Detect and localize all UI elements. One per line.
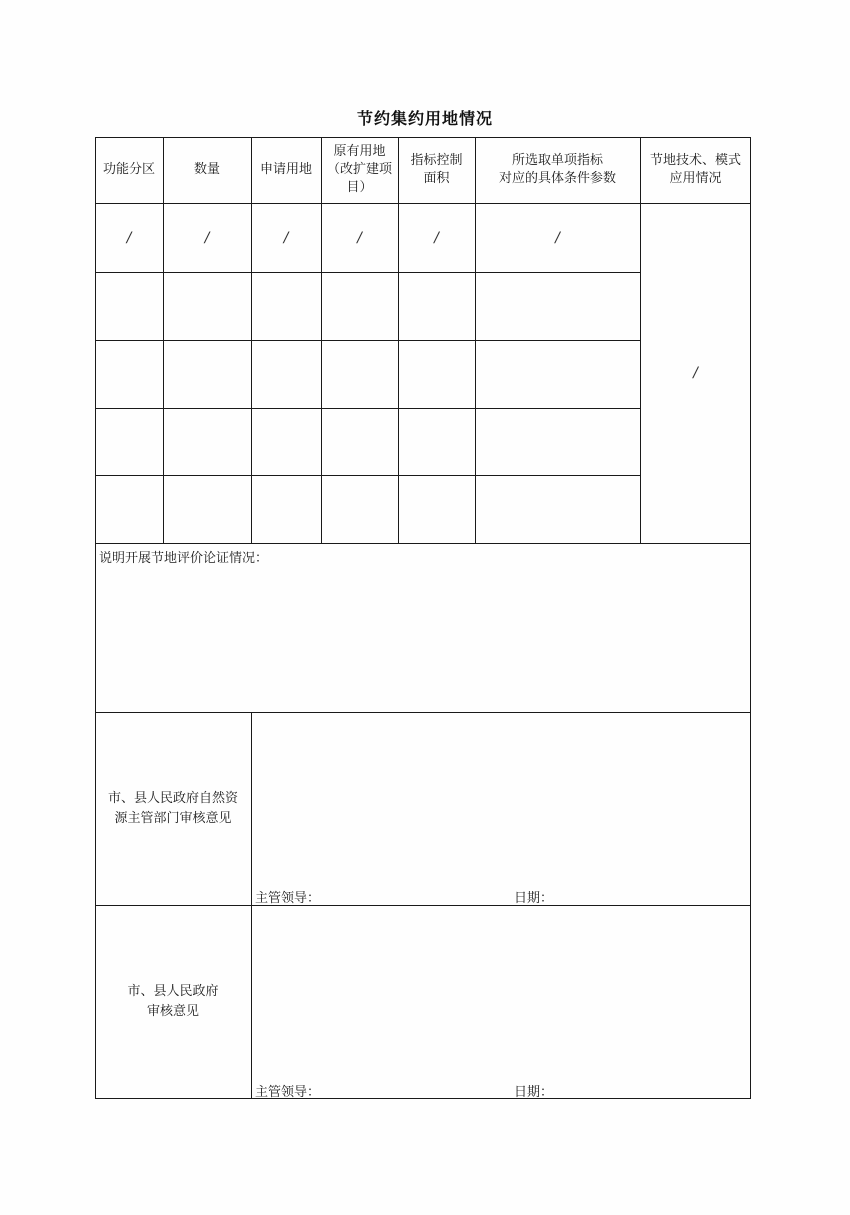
header-label-line: 节地技术、模式 <box>649 153 741 168</box>
cell-value: / <box>283 229 289 246</box>
government-opinion-area[interactable] <box>252 906 750 1076</box>
cell-value: / <box>126 229 132 246</box>
table-cell[interactable] <box>163 203 251 272</box>
table-cell[interactable] <box>251 203 321 272</box>
header-label-line: 原有用地 <box>333 144 386 159</box>
date-label: 日期： <box>514 1085 554 1100</box>
header-label: 数量 <box>193 162 220 177</box>
table-cell[interactable] <box>475 203 640 272</box>
leader-signature-label: 主管领导： <box>255 1085 321 1100</box>
land-saving-tech-merged-cell[interactable] <box>640 203 751 543</box>
label-line: 源主管部门审核意见 <box>114 810 232 826</box>
header-label: 申请用地 <box>259 162 312 177</box>
header-indicator-area <box>398 137 475 203</box>
cell-value: / <box>434 229 439 246</box>
cell-value: / <box>555 229 560 246</box>
table-row[interactable] <box>95 340 640 408</box>
table-row[interactable] <box>95 408 640 475</box>
header-applied-land <box>251 137 321 203</box>
table-row[interactable] <box>95 272 640 340</box>
table-cell[interactable] <box>95 203 163 272</box>
header-label-line: 目） <box>346 180 373 195</box>
evaluation-notes-label: 说明开展节地评价论证情况： <box>99 551 269 566</box>
date-label: 日期： <box>514 891 554 906</box>
grid-line <box>95 543 751 544</box>
header-condition-params <box>475 137 640 203</box>
header-original-land <box>321 137 398 203</box>
header-quantity <box>163 137 251 203</box>
header-label-line: 面积 <box>423 171 450 186</box>
cell-value: / <box>204 229 210 246</box>
cell-value: / <box>357 229 362 246</box>
header-label-line: 指标控制 <box>410 153 463 168</box>
government-review-label <box>95 905 251 1098</box>
header-label: 功能分区 <box>102 162 155 177</box>
header-land-saving-tech <box>640 137 751 203</box>
label-line: 审核意见 <box>146 1003 199 1019</box>
table-cell[interactable] <box>321 203 398 272</box>
natural-resources-dept-opinion-area[interactable] <box>252 713 750 883</box>
table-row[interactable] <box>95 475 640 543</box>
cell-value: / <box>693 365 698 381</box>
header-label-line: （改扩建项 <box>326 162 392 177</box>
document-title: 节约集约用地情况 <box>356 109 493 128</box>
label-line: 市、县人民政府自然资 <box>107 790 238 806</box>
natural-resources-dept-review-label <box>95 712 251 905</box>
label-line: 市、县人民政府 <box>127 983 219 999</box>
header-label-line: 所选取单项指标 <box>511 153 603 168</box>
header-function-zone <box>95 137 163 203</box>
header-label-line: 应用情况 <box>669 171 722 186</box>
table-cell[interactable] <box>398 203 475 272</box>
evaluation-notes-area[interactable] <box>96 566 750 711</box>
header-label-line: 对应的具体条件参数 <box>498 171 616 186</box>
leader-signature-label: 主管领导： <box>255 891 321 906</box>
